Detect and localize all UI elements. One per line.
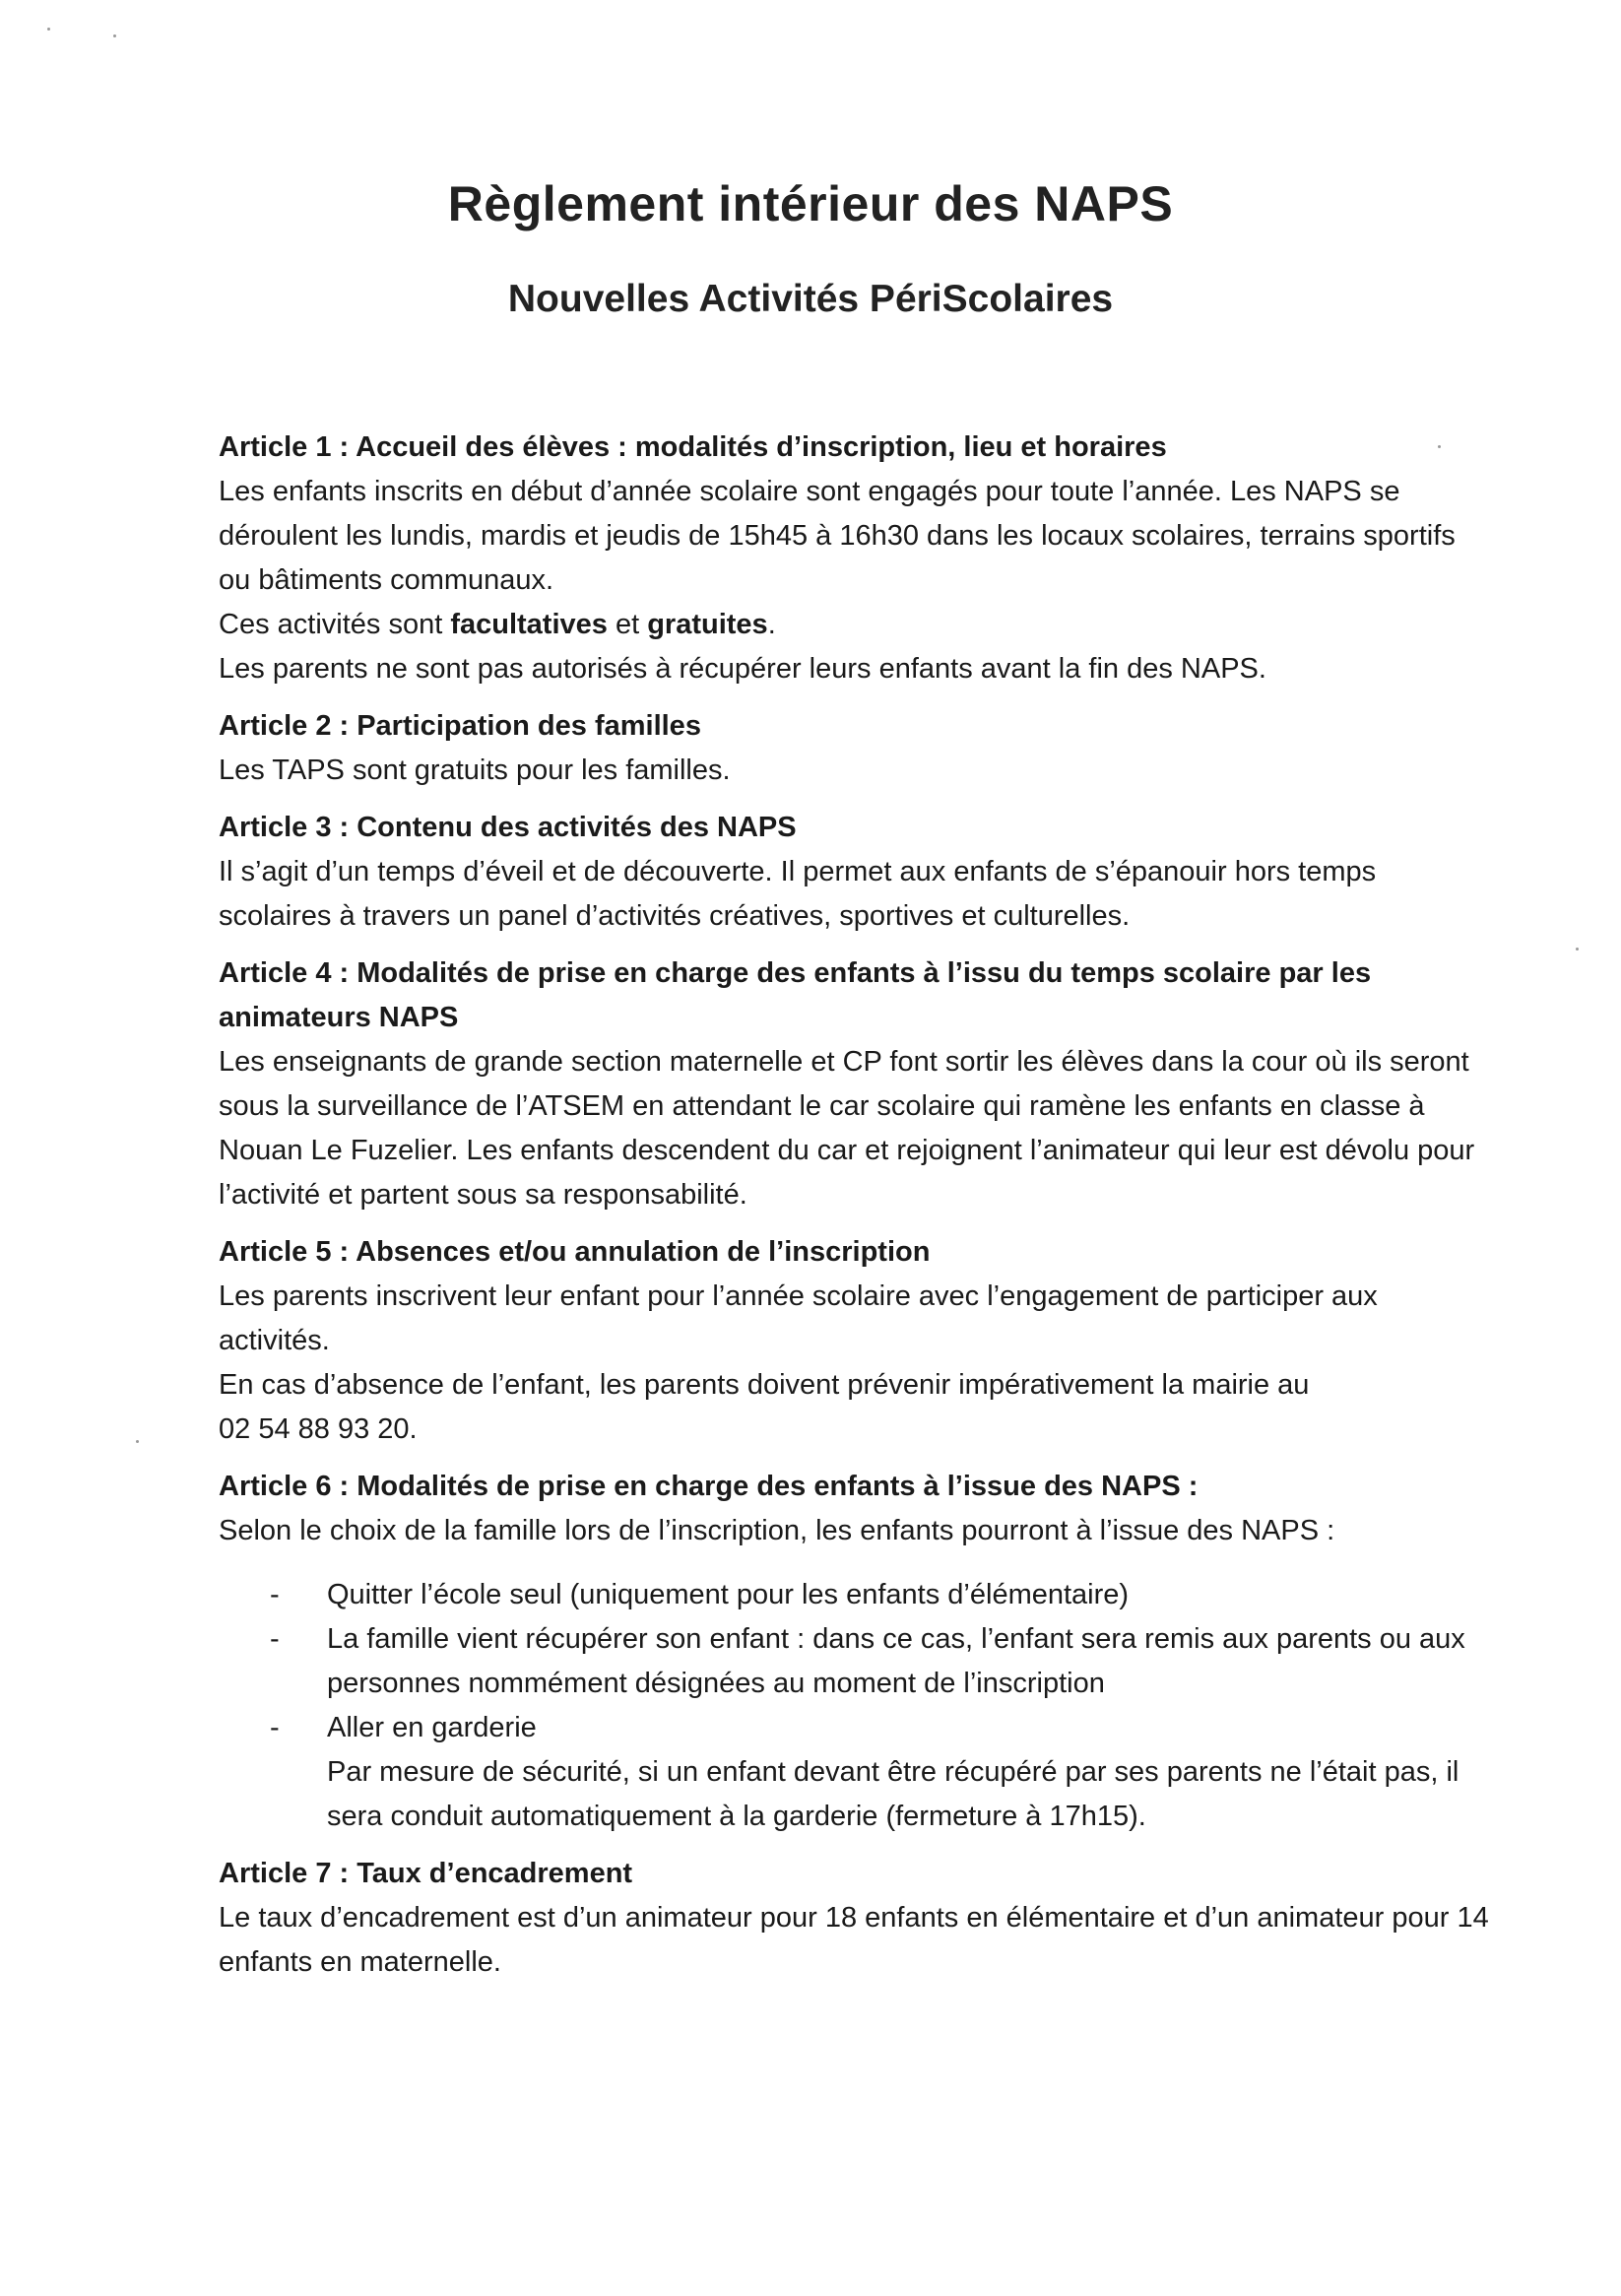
- article-text: Les enfants inscrits en début d’année scolaire sont engagés pour toute l’année. Les NAPS se déroulent les lundis, mardis et jeudis de 15h45 à 16h30 dans les locaux scolaires, terrains sportifs ou bâtiments communaux.: [219, 476, 1456, 596]
- article-text: En cas d’absence de l’enfant, les parents doivent prévenir impérativement la mairie au: [219, 1369, 1310, 1401]
- article-text: Les parents inscrivent leur enfant pour l’année scolaire avec l’engagement de participer aux activités.: [219, 1280, 1378, 1356]
- article-text: Les TAPS sont gratuits pour les familles.: [219, 754, 731, 786]
- article-1: [219, 426, 1489, 691]
- article-7: [219, 1852, 1489, 1985]
- article-text: Les parents ne sont pas autorisés à récupérer leurs enfants avant la fin des NAPS.: [219, 653, 1266, 685]
- article-heading: Article 2 : Participation des familles: [219, 710, 701, 742]
- options-list: [219, 1573, 1489, 1839]
- article-6: [219, 1465, 1489, 1839]
- scan-speck: [47, 28, 50, 31]
- scan-speck: [113, 34, 116, 37]
- dash-bullet: -: [270, 1623, 280, 1655]
- list-item-text: La famille vient récupérer son enfant : dans ce cas, l’enfant sera remis aux parents ou aux personnes nommément désignées au moment de l’inscription: [327, 1623, 1465, 1699]
- document-subtitle: Nouvelles Activités PériScolaires: [507, 278, 1114, 320]
- article-heading: Article 4 : Modalités de prise en charge des enfants à l’issu du temps scolaire par les animateurs NAPS: [219, 957, 1372, 1033]
- list-item: [219, 1573, 1489, 1617]
- list-item: [219, 1617, 1489, 1706]
- list-item-note: Par mesure de sécurité, si un enfant devant être récupéré par ses parents ne l’était pas, il sera conduit automatiquement à la garderie (fermeture à 17h15).: [327, 1756, 1459, 1832]
- text-fragment: .: [767, 609, 776, 640]
- article-heading: Article 3 : Contenu des activités des NAPS: [219, 812, 797, 843]
- article-3: [219, 806, 1489, 939]
- article-text: Les enseignants de grande section maternelle et CP font sortir les élèves dans la cour où ils seront sous la surveillance de l’ATSEM en attendant le car scolaire qui ramène les enfants en classe à Nouan Le Fuzelier. Les enfants descendent du car et rejoignent l’animateur qui leur est dévolu pour l’activité et partent sous sa responsabilité.: [219, 1046, 1475, 1211]
- document-body: [219, 426, 1489, 1998]
- scan-speck: [136, 1440, 139, 1443]
- article-text: Il s’agit d’un temps d’éveil et de découverte. Il permet aux enfants de s’épanouir hors temps scolaires à travers un panel d’activités créatives, sportives et culturelles.: [219, 856, 1377, 932]
- scan-speck: [1576, 948, 1579, 951]
- article-5: [219, 1230, 1489, 1452]
- article-heading: Article 7 : Taux d’encadrement: [219, 1858, 633, 1889]
- list-item: [219, 1706, 1489, 1839]
- dash-bullet: -: [270, 1712, 280, 1743]
- phone-number: 02 54 88 93 20.: [219, 1413, 418, 1445]
- article-heading: Article 6 : Modalités de prise en charge des enfants à l’issue des NAPS :: [219, 1471, 1199, 1502]
- article-2: [219, 704, 1489, 793]
- bold-text: gratuites: [647, 609, 768, 640]
- article-text: [219, 603, 1489, 647]
- article-heading: Article 5 : Absences et/ou annulation de l’inscription: [219, 1236, 931, 1268]
- article-heading: Article 1 : Accueil des élèves : modalités d’inscription, lieu et horaires: [219, 431, 1167, 463]
- dash-bullet: -: [270, 1579, 280, 1610]
- text-fragment: et: [607, 609, 648, 640]
- bold-text: facultatives: [450, 609, 608, 640]
- article-4: [219, 951, 1489, 1217]
- article-text: Selon le choix de la famille lors de l’inscription, les enfants pourront à l’issue des NAPS :: [219, 1515, 1335, 1546]
- list-item-text: Aller en garderie: [327, 1712, 537, 1743]
- article-text: Le taux d’encadrement est d’un animateur pour 18 enfants en élémentaire et d’un animateur pour 14 enfants en maternelle.: [219, 1902, 1489, 1978]
- text-fragment: Ces activités sont: [219, 609, 451, 640]
- list-item-text: Quitter l’école seul (uniquement pour les enfants d’élémentaire): [327, 1579, 1130, 1610]
- document-title: Règlement intérieur des NAPS: [447, 176, 1174, 231]
